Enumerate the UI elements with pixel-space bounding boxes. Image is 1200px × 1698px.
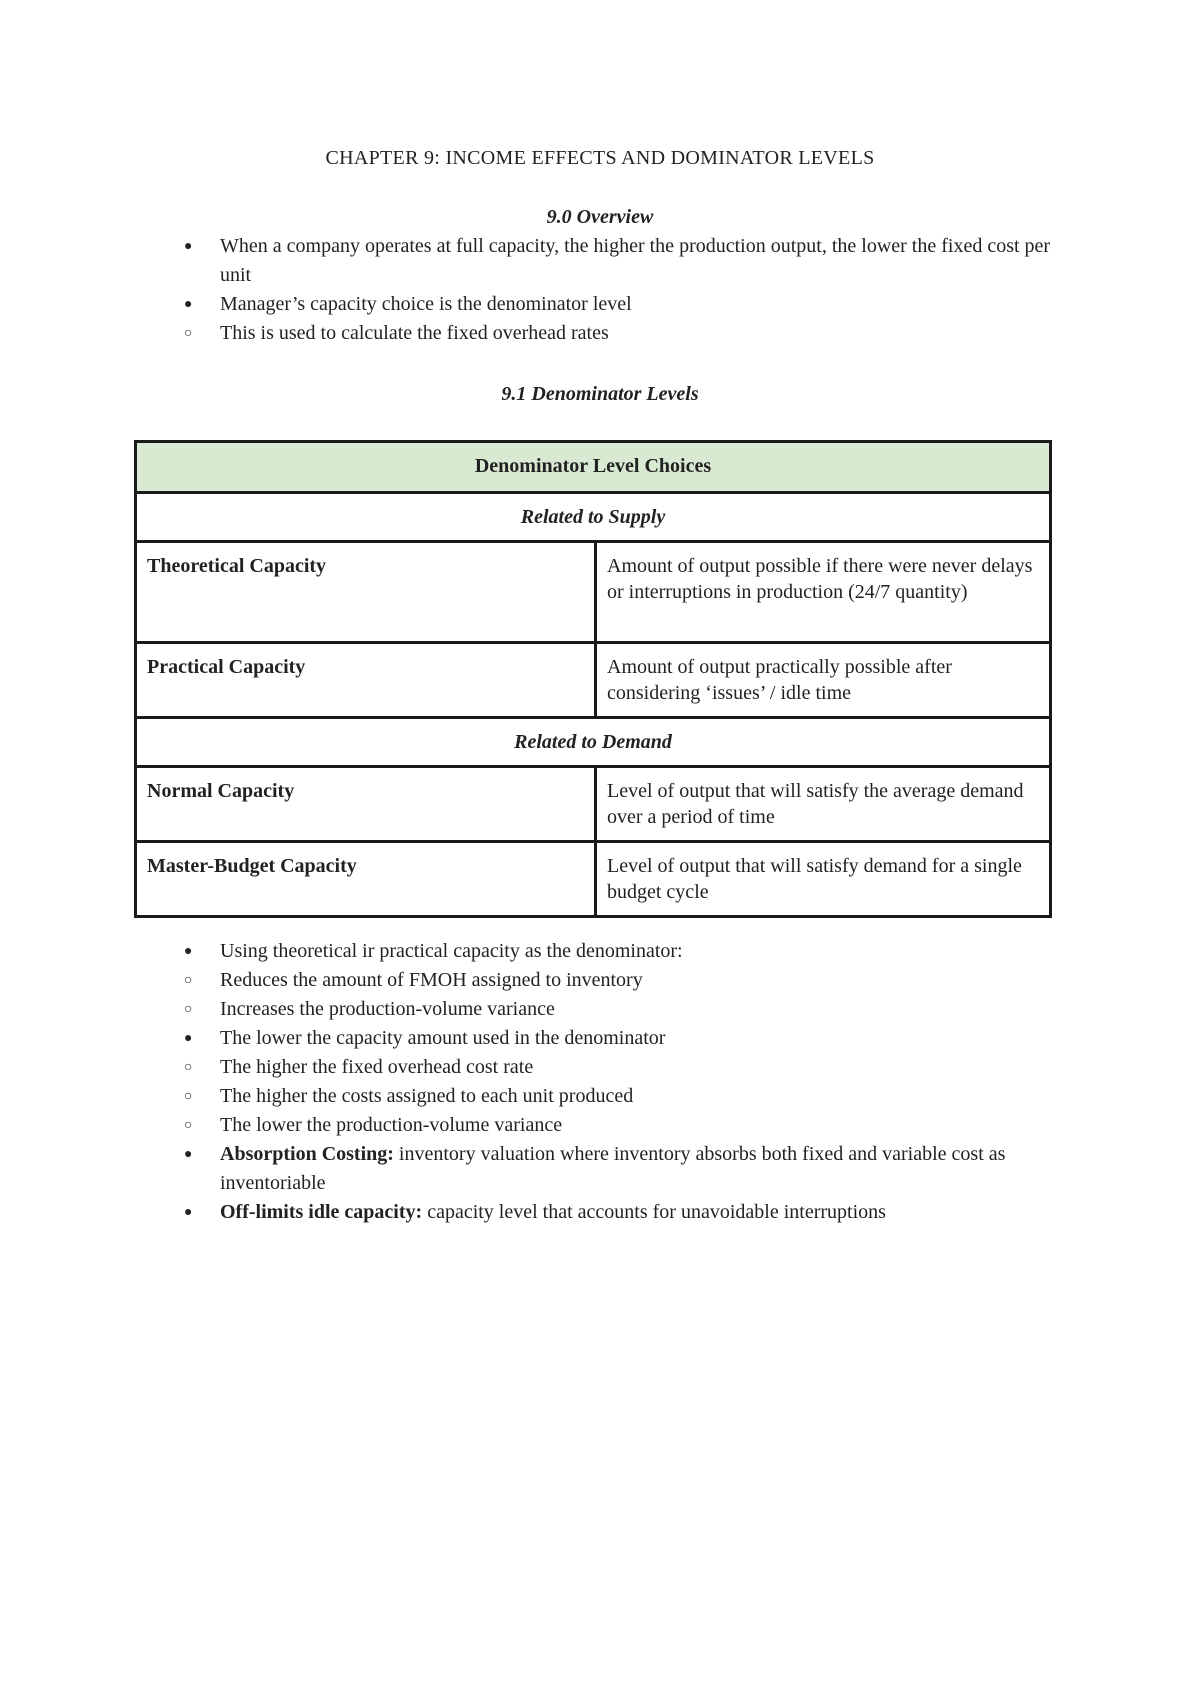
- hollow-bullet-icon: ○: [184, 326, 193, 341]
- sub-list-item: [147, 966, 1060, 995]
- row-description: Amount of output possible if there were never delays or interruptions in production (24/7 quantity): [596, 542, 1051, 643]
- row-label: Master-Budget Capacity: [136, 842, 596, 917]
- sub-list-item-text: The higher the fixed overhead cost rate: [220, 1056, 534, 1078]
- filled-bullet-icon: ●: [184, 297, 193, 312]
- absorption-costing-term: Absorption Costing:: [220, 1143, 394, 1165]
- group-supply-cell: Related to Supply: [136, 493, 1051, 542]
- off-limits-idle-capacity-term: Off-limits idle capacity:: [220, 1201, 423, 1223]
- hollow-bullet-icon: ○: [184, 1089, 193, 1104]
- filled-bullet-icon: ●: [184, 239, 193, 254]
- hollow-bullet-icon: ○: [184, 973, 193, 988]
- table-row: [136, 842, 1051, 917]
- list-item: [184, 290, 1060, 348]
- list-item: [184, 1140, 1060, 1198]
- table-row: [136, 542, 1051, 643]
- list-item-text: When a company operates at full capacity, the higher the production output, the lower the fixed cost per unit: [220, 235, 1051, 286]
- sub-list-item-text: Reduces the amount of FMOH assigned to inventory: [220, 969, 643, 991]
- table-header-cell: Denominator Level Choices: [136, 442, 1051, 493]
- absorption-costing-definition: inventory valuation where inventory absorbs both fixed and variable cost as inventoriable: [220, 1143, 1006, 1194]
- sub-list-item-text: The lower the production-volume variance: [220, 1114, 563, 1136]
- overview-heading: 9.0 Overview: [546, 206, 654, 228]
- sub-list-item-text: This is used to calculate the fixed overhead rates: [220, 322, 609, 344]
- off-limits-idle-capacity-definition: capacity level that accounts for unavoidable interruptions: [422, 1201, 886, 1223]
- sub-list: [147, 319, 1060, 348]
- notes-list: [184, 937, 1060, 1227]
- hollow-bullet-icon: ○: [184, 1060, 193, 1075]
- filled-bullet-icon: ●: [184, 1205, 193, 1220]
- row-label: Practical Capacity: [136, 643, 596, 718]
- list-item: [184, 937, 1060, 1024]
- row-description: Level of output that will satisfy demand for a single budget cycle: [596, 842, 1051, 917]
- sub-list: [147, 1053, 1060, 1140]
- list-item: [184, 232, 1060, 290]
- row-label: Normal Capacity: [136, 767, 596, 842]
- overview-list: [184, 232, 1060, 348]
- sub-list: [147, 966, 1060, 1024]
- list-item-text: Manager’s capacity choice is the denominator level: [220, 293, 632, 315]
- filled-bullet-icon: ●: [184, 944, 193, 959]
- denominator-levels-heading: 9.1 Denominator Levels: [501, 383, 699, 405]
- row-label: Theoretical Capacity: [136, 542, 596, 643]
- list-item: [184, 1198, 1060, 1227]
- sub-list-item: [147, 1053, 1060, 1082]
- list-item: [184, 1024, 1060, 1140]
- sub-list-item: [147, 1082, 1060, 1111]
- list-item-text: The lower the capacity amount used in the denominator: [220, 1027, 666, 1049]
- group-demand-cell: Related to Demand: [136, 718, 1051, 767]
- list-item-text: Using theoretical ir practical capacity as the denominator:: [220, 940, 683, 962]
- hollow-bullet-icon: ○: [184, 1118, 193, 1133]
- table-header-row: [136, 442, 1051, 493]
- table-row: [136, 767, 1051, 842]
- chapter-title: CHAPTER 9: INCOME EFFECTS AND DOMINATOR LEVELS: [325, 147, 875, 169]
- sub-list-item: [147, 319, 1060, 348]
- row-description: Amount of output practically possible after considering ‘issues’ / idle time: [596, 643, 1051, 718]
- table-group-row: [136, 493, 1051, 542]
- table-group-row: [136, 718, 1051, 767]
- hollow-bullet-icon: ○: [184, 1002, 193, 1017]
- row-description: Level of output that will satisfy the average demand over a period of time: [596, 767, 1051, 842]
- filled-bullet-icon: ●: [184, 1147, 193, 1162]
- table-row: [136, 643, 1051, 718]
- filled-bullet-icon: ●: [184, 1031, 193, 1046]
- denominator-level-table: [134, 440, 1052, 918]
- sub-list-item: [147, 1111, 1060, 1140]
- sub-list-item-text: The higher the costs assigned to each unit produced: [220, 1085, 634, 1107]
- sub-list-item: [147, 995, 1060, 1024]
- sub-list-item-text: Increases the production-volume variance: [220, 998, 555, 1020]
